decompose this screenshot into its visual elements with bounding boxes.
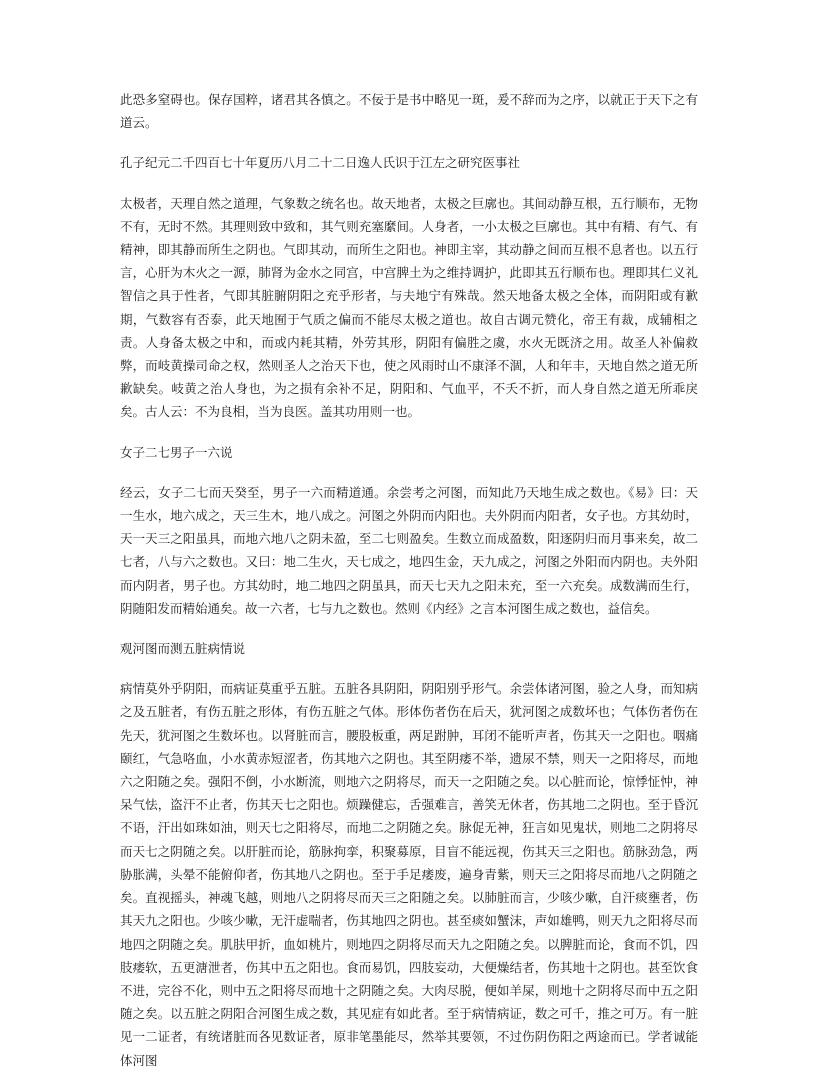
document-page: [120, 88, 698, 1089]
section-heading-erqi-yiliu: 女子二七男子一六说: [120, 444, 233, 460]
hetu-wuzang-paragraph: 病情莫外乎阴阳，而病证莫重乎五脏。五脏各具阴阳，阴阳别乎形气。余尝体诸河图，验之人身，而知病之及五脏者，有伤五脏之形体，有伤五脏之气体。形体伤者伤在后天，犹河图之成数坏也；气体伤者伤在先天，犹河图之生数坏也。以肾脏而言，腰股板重，两足跗肿，耳闭不能听声者，伤其天一之阳也。咽痛颐红，气急咯血，小水黄赤短涩者，伤其地六之阴也。其至阴痿不举，遗尿不禁，则天一之阳将尽，而地六之阳随之矣。强阳不倒，小水断流，则地六之阴将尽，而天一之阳随之矣。以心脏而论，惊悸怔忡，神呆气怯，盗汗不止者，伤其天七之阳也。烦躁健忘，舌强难言，善笑无休者，伤其地二之阴也。至于昏沉不语，汗出如珠如油，则天七之阳将尽，而地二之阴随之矣。脉促无神，狂言如见鬼状，则地二之阴将尽而天七之阴随之矣。以肝脏而论，筋脉拘挛，积聚募原，目盲不能远视，伤其天三之阳也。筋脉劲急，两胁胀满，头晕不能俯仰者，伤其地八之阴也。至于手足痿废，遍身青紫，则天三之阳将尽而地八之阴随之矣。直视摇头，神魂飞越，则地八之阴将尽而天三之阳随之矣。以肺脏而言，少咳少嗽，自汗痰壅者，伤其天九之阳也。少咳少嗽，无汗虚喘者，伤其地四之阴也。甚至痰如蟹沫，声如雄鸭，则天九之阳将尽而地四之阴随之矣。肌肤甲折，血如桃片，则地四之阴将尽而天九之阳随之矣。以脾脏而论，食而不饥，四肢痿软，五更溏泄者，伤其中五之阳也。食而易饥，四肢妄动，大便燥结者，伤其地十之阴也。甚至饮食不进，完谷不化，则中五之阳将尽而地十之阴随之矣。大肉尽脱，便如羊屎，则地十之阴将尽而中五之阳随之矣。以五脏之阴阳合河图生成之数，其见症有如此者。至于病情病证，数之可千，推之可万。有一脏见一二证者，有统诸脏而各见数证者，原非笔墨能尽，然举其要领，不过伤阴伤阳之两途而已。学者诚能体河图: [120, 681, 698, 1068]
erqi-yiliu-paragraph: 经云，女子二七而天癸至，男子一六而精道通。余尝考之河图，而知此乃天地生成之数也。《易》曰：天一生水，地六成之，天三生木，地八成之。河图之外阴而内阳也。夫外阴而内阳者，女子也。方其幼时，天一天三之阳虽具，而地六地八之阴未盈，至二七则盈矣。生数立而成盈数，阳逐阴归而月事来矣，故二七者，八与六之数也。又曰：地二生火，天七成之，地四生金，天九成之，河图之外阳而内阴也。夫外阳而内阴者，男子也。方其幼时，地二地四之阴虽具，而天七天九之阳未充，至一六充矣。成数满而生行，阴随阳发而精始通矣。故一六者，七与九之数也。然则《内经》之言本河图生成之数也，益信矣。: [120, 484, 698, 616]
section-heading-hetu-wuzang: 观河图而测五脏病情说: [120, 641, 246, 657]
preface-closing-paragraph: 此恐多窒碍也。保存国粹，诸君其各慎之。不佞于是书中略见一斑，爰不辞而为之序，以就正于天下之有道云。: [120, 92, 698, 131]
taiji-paragraph: 太极者，天理自然之道理，气象数之统名也。故天地者，太极之巨廓也。其间动静互根，五行顺布，无物不有，无时不然。其理则致中致和，其气则充塞縻间。人身者，一小太极之巨廓也。其中有精、有气、有精神，即其静而所生之阴也。气即其动，而所生之阳也。神即主宰，其动静之间而互根不息者也。以五行言，心肝为木火之一源，肺肾为金水之同宫，中宫脾土为之维持调护，此即其五行顺布也。理即其仁义礼智信之具于性者，气即其脏腑阴阳之充乎形者，与夫地宁有殊哉。然天地备太极之全体，而阴阳或有歉期，气数容有否泰，此天地囿于气质之偏而不能尽太极之道也。故自古调元赞化，帝王有裁，成辅相之责。人身备太极之中和，而或内耗其精，外劳其形，阴阳有偏胜之虞，水火无既济之用。故圣人补偏救弊，而岐黄操司命之权，然则圣人之治天下也，使之风雨时山不康泽不涸，人和年丰，天地自然之道无所歉缺矣。岐黄之治人身也，为之损有余补不足，阴阳和、气血平，不夭不折，而人身自然之道无所乖戾矣。古人云：不为良相，当为良医。盖其功用则一也。: [120, 195, 698, 420]
preface-date-line: 孔子纪元二千四百七十年夏历八月二十二日逸人氏识于江左之研究医事社: [120, 155, 521, 171]
